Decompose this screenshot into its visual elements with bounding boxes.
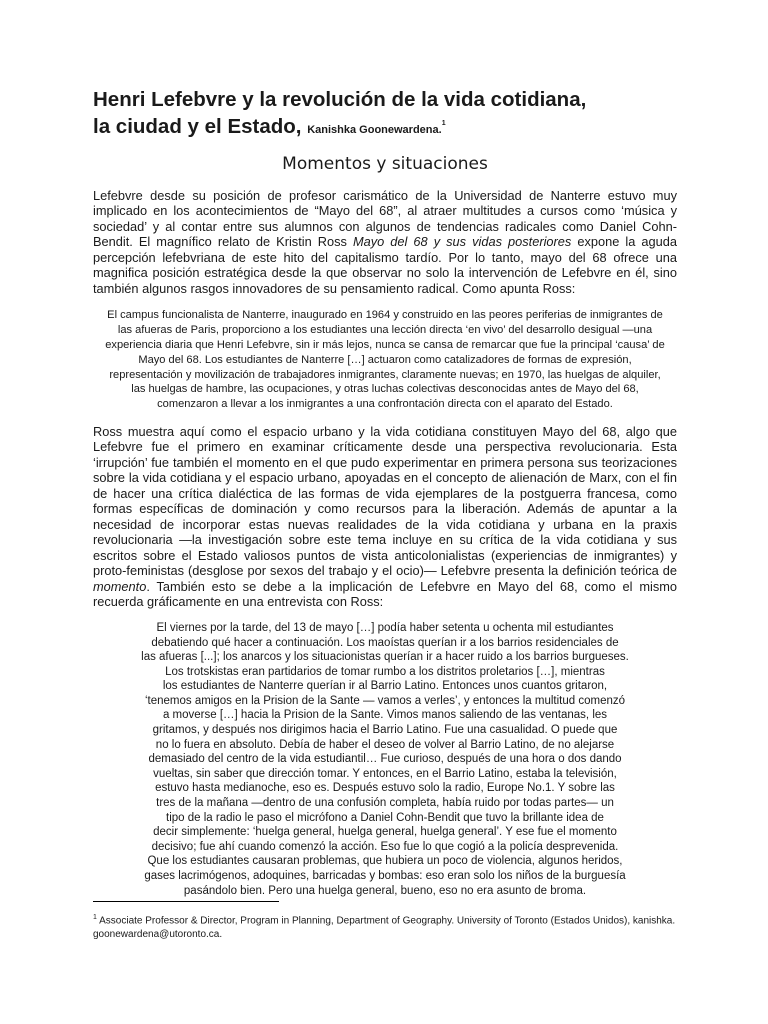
- quote-line: gritamos, y después nos dirigimos hacia el Barrio Latino. Fue una casualidad. O puede que: [152, 724, 618, 737]
- author-name: Kanishka Goonewardena.: [307, 123, 442, 136]
- document-page: [93, 88, 677, 898]
- paragraph-1: [93, 188, 677, 297]
- quote-line: El viernes por la tarde, del 13 de mayo […] podía haber setenta u ochenta mil estudiantes: [156, 621, 614, 634]
- quote-line: los estudiantes de Nanterre querían ir al Barrio Latino. Entonces unos cuantos gritaron,: [162, 680, 608, 693]
- footnote-ref: 1: [441, 120, 446, 127]
- quote-line: gases lacrimógenos, adoquines, barricadas y bombas: eso eran solo los niños de la burguesía: [144, 870, 626, 882]
- section-heading: Momentos y situaciones: [282, 153, 488, 174]
- quote-line: ‘tenemos amigos en la Prision de la Sante — vamos a verles’, y entonces la multitud comenzó: [144, 694, 626, 707]
- book-title-italic: Mayo del 68 y sus vidas posteriores: [352, 234, 572, 250]
- block-quote-1: El campus funcionalista de Nanterre, inaugurado en 1964 y construido en las peores periferias de inmigrantes de las afueras de Paris, proporciono a los estudiantes una lección directa ‘en vivo’ del desarrollo desigual —una experiencia diaria que Henri Lefebvre, sin ir más lejos, nunca se cansa de remarcar que fue la principal ‘causa’ de Mayo del 68. Los estudiantes de Nanterre […] actuaron como catalizadores de formas de expresión, representación y movilización de trabajadores inmigrantes, claramente nuevas; en 1970, las huelgas de alquiler, las huelgas de hambre, las ocupaciones, y otras luchas colectivas desconocidas antes de Mayo del 68, comenzaron a llevar a los inmigrantes a una confrontación directa con el aparato del Estado.: [105, 309, 665, 411]
- paragraph-2: [93, 424, 677, 610]
- block-quote-2: [101, 621, 669, 898]
- quote-line: decir simplemente: ‘huelga general, huelga general, huelga general’. Y ese fue el momento: [153, 826, 617, 839]
- quote-line: decisivo; fue ahí cuando comenzó la acción. Eso fue lo que cogió a la policía desprevenida.: [151, 840, 619, 853]
- document-title: [93, 88, 677, 142]
- quote-line: las afueras [...]; los anarcos y los situacionistas querían ir a hacer ruido a los barrios burgueses.: [141, 651, 629, 664]
- paragraph-1-text-b: expone la aguda percepción lefebvriana de este hito del capitalismo tardío. Por lo tanto, mayo del 68 ofrece una magnifica posición estratégica desde la que observar no solo la intervención de Lefebvre en él, sino también algunos rasgos innovadores de su pensamiento radical. Como apunta Ross:: [93, 234, 677, 296]
- title-separator: ,: [295, 114, 308, 138]
- quote-line: estuvo hasta medianoche, eso es. Después estuvo solo la radio, Europe No.1. Y sobre las: [155, 782, 615, 795]
- footnote: [93, 911, 677, 941]
- paragraph-1-text-a: Lefebvre desde su posición de profesor carismático de la Universidad de Nanterre estuvo muy implicado en los acontecimientos de “Mayo del 68”, al atraer multitudes a cursos como ‘música y sociedad’ y al contar entre sus alumnos con algunos de tendencias radicales como Daniel Cohn-Bendit. El magnífico relato de Kristin Ross: [93, 187, 677, 250]
- quote-line: Que los estudiantes causaran problemas, que hubiera un poco de violencia, algunos heridos,: [147, 855, 623, 868]
- quote-line: a moverse […] hacia la Prision de la Sante. Vimos manos saliendo de las ventanas, les: [162, 709, 608, 722]
- footnote-mark: 1: [93, 914, 97, 921]
- quote-line: vueltas, sin saber que dirección tomar. Y entonces, en el Barrio Latino, estaba la televisión,: [153, 767, 617, 780]
- quote-line: demasiado del centro de la vida estudiantil… Fue curioso, después de una hora o dos dando: [148, 753, 622, 766]
- title-line-1: Henri Lefebvre y la revolución de la vida cotidiana,: [93, 88, 587, 111]
- title-line-2: la ciudad y el Estado: [93, 114, 296, 138]
- quote-line: Los trotskistas eran partidarios de tomar rumbo a los distritos proletarios […], mientras: [165, 665, 605, 678]
- footnote-divider: [93, 901, 279, 902]
- quote-line: pasándolo bien. Pero una huelga general, bueno, eso no era asunto de broma.: [183, 884, 587, 897]
- quote-line: debatiendo qué hacer a continuación. Los maoístas querían ir a los barrios residenciales de: [151, 636, 619, 649]
- paragraph-2-text-a: Ross muestra aquí como el espacio urbano y la vida cotidiana constituyen Mayo del 68, algo que Lefebvre fue el primero en examinar críticamente desde una perspectiva revolucionaria. Esta ‘irrupción’ fue también el momento en el que pudo experimentar en primera persona sus teorizaciones sobre la vida cotidiana y el espacio urbano, apoyadas en el concepto de alienación de Marx, con el fin de hacer una crítica dialéctica de las formas de vida ejemplares de la postguerra francesa, como formas específicas de dominación y como recursos para la liberación. Además de apuntar a la necesidad de incorporar estas nuevas realidades de la vida cotidiana y urbana en la praxis revolucionaria —la investigación sobre este tema incluye en su crítica de la vida cotidiana y sus escritos sobre el Estado valiosos puntos de vista anticolonialistas (experiencias de inmigrantes) y proto-feministas (desglose por sexos del trabajo y el ocio)— Lefebvre presenta la definición teórica de: [93, 423, 677, 579]
- paragraph-2-text-b: . También esto se debe a la implicación de Lefebvre en Mayo del 68, como el mismo recuerda gráficamente en una entrevista con Ross:: [93, 578, 677, 610]
- quote-line: tipo de la radio le paso el micrófono a Daniel Cohn-Bendit que tuvo la brillante idea de: [166, 811, 604, 824]
- quote-line: tres de la mañana —dentro de una confusión completa, había ruido por todas partes— un: [156, 797, 614, 810]
- term-italic: momento: [93, 578, 147, 594]
- quote-line: no lo fuera en absoluto. Debía de haber el deseo de volver al Barrio Latino, de no alejarse: [155, 738, 615, 751]
- footnote-text: Associate Professor & Director, Program in Planning, Department of Geography. University of Toronto (Estados Unidos), kanishka. goonewardena@utoronto.ca.: [93, 915, 676, 940]
